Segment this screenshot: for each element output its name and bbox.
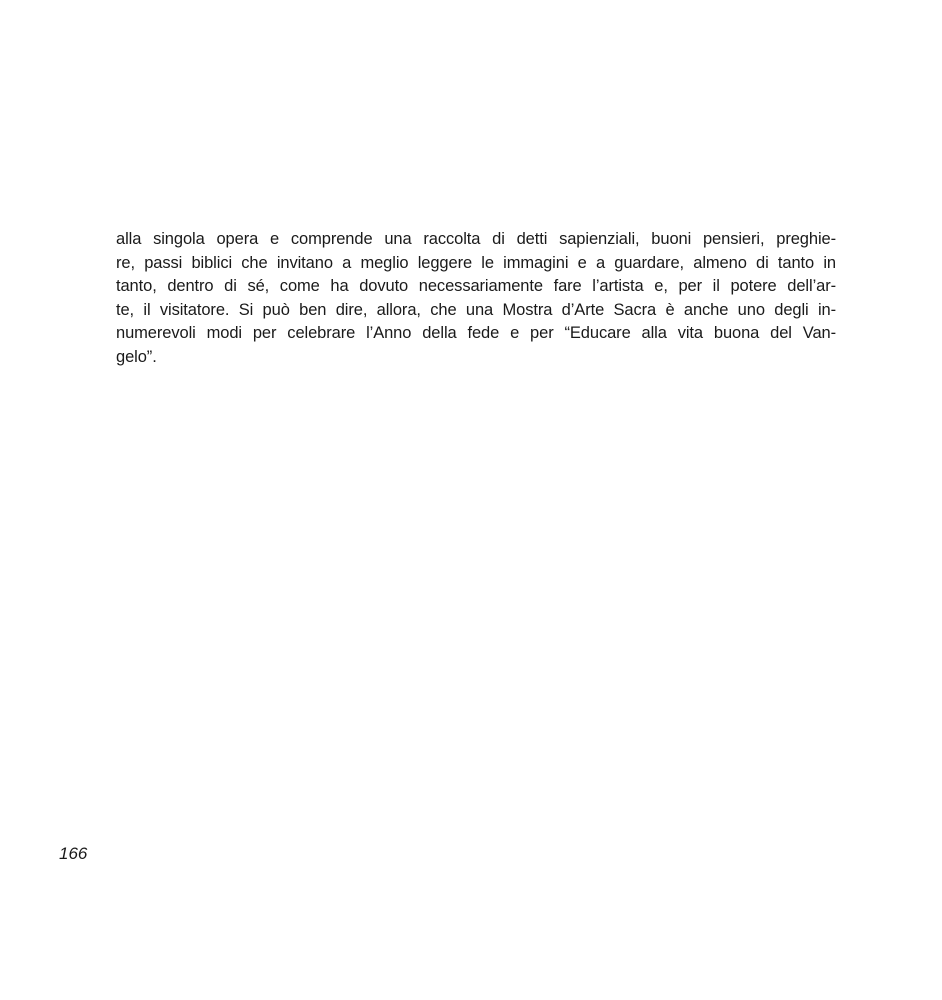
paragraph-line: re, passi biblici che invitano a meglio leggere le immagini e a guardare, almeno di tanto in: [116, 253, 836, 272]
paragraph-line: tanto, dentro di sé, come ha dovuto necessariamente fare l’artista e, per il potere dell’ar-: [116, 277, 836, 295]
paragraph-line: numerevoli modi per celebrare l’Anno della fede e per “Educare alla vita buona del Van-: [116, 324, 836, 342]
paragraph-line: te, il visitatore. Si può ben dire, allora, che una Mostra d’Arte Sacra è anche uno degli in-: [116, 300, 836, 319]
page-number: 166: [59, 844, 88, 863]
paragraph-line: alla singola opera e comprende una raccolta di detti sapienziali, buoni pensieri, preghie-: [116, 230, 836, 248]
paragraph-line: gelo”.: [116, 347, 157, 366]
body-paragraph: [116, 228, 836, 369]
